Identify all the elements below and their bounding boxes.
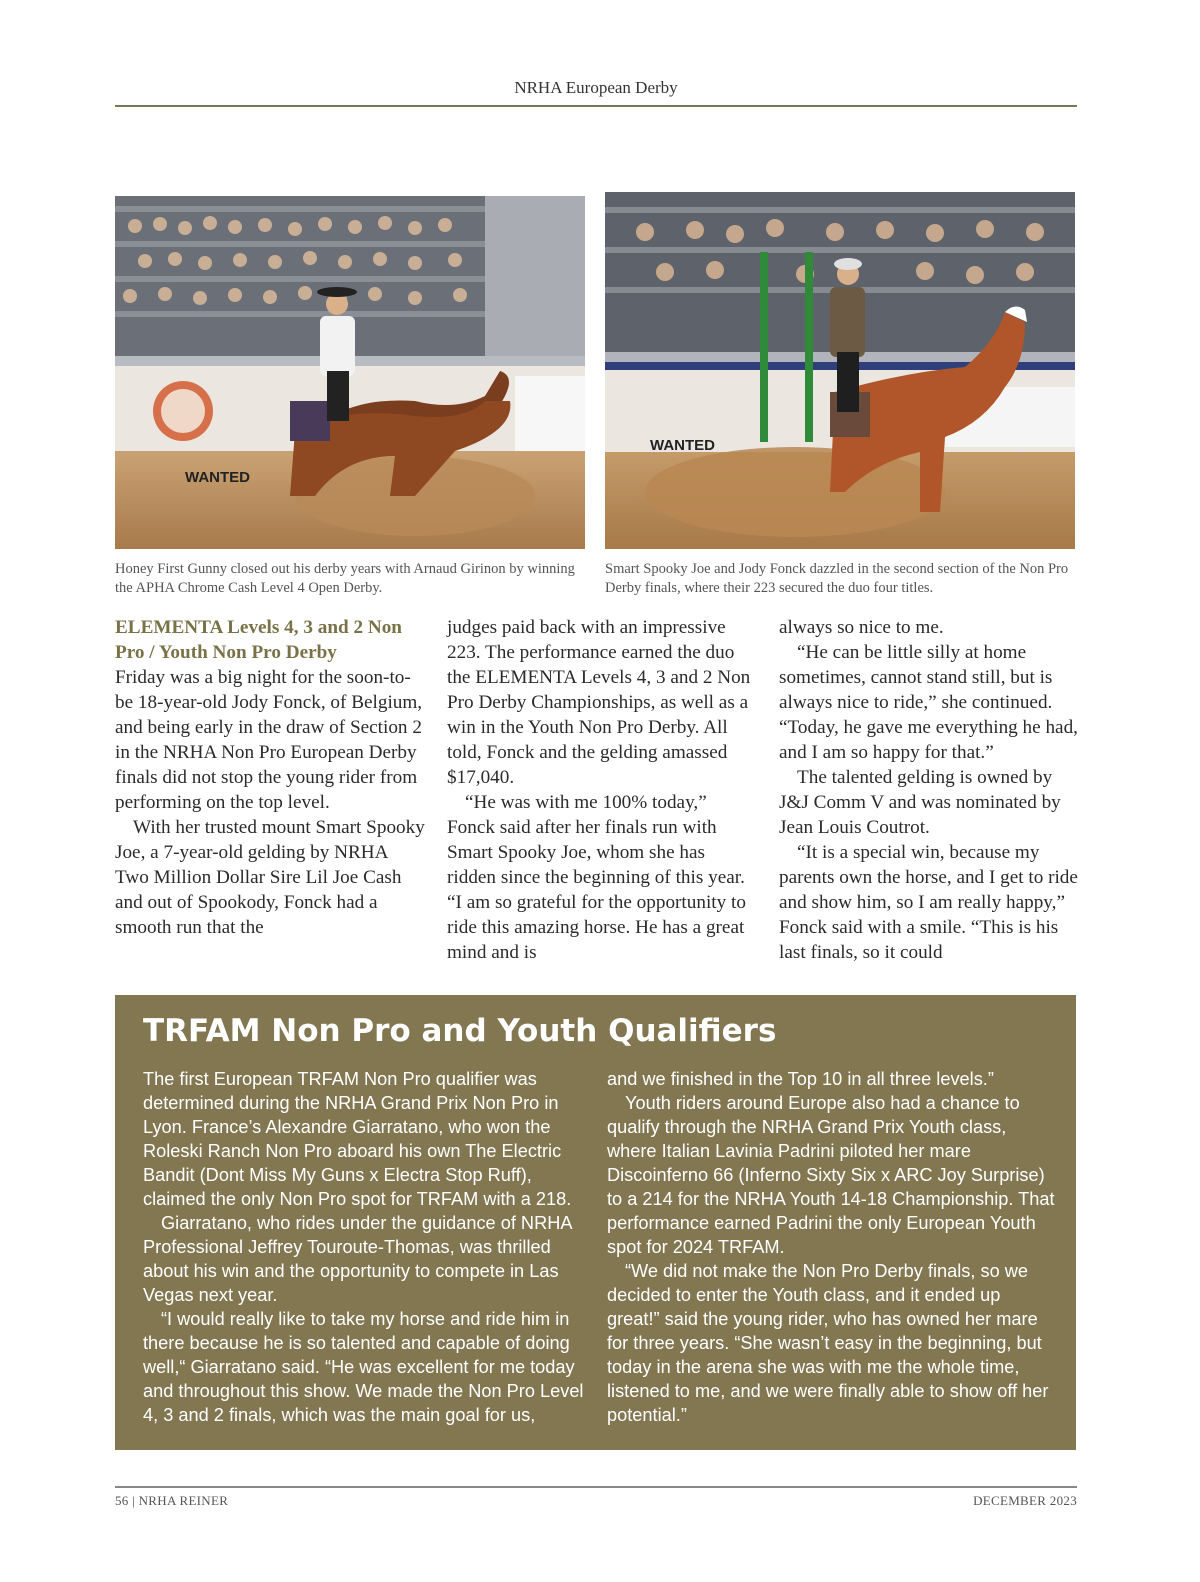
sidebar-column-2 [607,1067,1057,1427]
article-paragraph: “It is a special win, because my parents own the horse, and I get to ride and show him, so I am really happy,” Fonck said with a smile. “This is his last finals, so it could [779,842,1078,963]
article-paragraph: With her trusted mount Smart Spooky Joe, a 7-year-old gelding by NRHA Two Million Dollar Sire Lil Joe Cash and out of Spookody, Fonck had a smooth run that the [115,817,425,938]
article-paragraph: Friday was a big night for the soon-to-be 18-year-old Jody Fonck, of Belgium, and being early in the draw of Section 2 in the NRHA Non Pro European Derby finals did not stop the young rider from performing on the top level. [115,667,423,813]
sidebar-paragraph: “I would really like to take my horse and ride him in there because he is so talented and capable of doing well,“ Giarratano said. “He was excellent for me today and throughout this show. We made the Non Pro Level 4, 3 and 2 finals, which was the main goal for us, [143,1309,584,1425]
issue-date: DECEMBER 2023 [973,1493,1077,1508]
article-paragraph: judges paid back with an impressive 223. The performance earned the duo the ELEMENTA Levels 4, 3 and 2 Non Pro Derby Championships, as well as a win in the Youth Non Pro Derby. All told, Fonck and the gelding amassed $17,040. [447,617,751,788]
sidebar-title: TRFAM Non Pro and Youth Qualifiers [143,1013,777,1049]
article-paragraph: “He can be little silly at home sometimes, cannot stand still, but is always nice to ride,” she continued. “Today, he gave me everything he had, and I am so happy for that.” [779,642,1078,763]
article-column-3 [779,615,1079,965]
article-paragraph: “He was with me 100% today,” Fonck said after her finals run with Smart Spooky Joe, whom she has ridden since the beginning of this year. “I am so grateful for the opportunity to ride this amazing horse. He has a great mind and is [447,792,746,963]
article-paragraph: The talented gelding is owned by J&J Comm V and was nominated by Jean Louis Coutrot. [779,767,1061,838]
sidebar-paragraph: The first European TRFAM Non Pro qualifier was determined during the NRHA Grand Prix Non Pro in Lyon. France’s Alexandre Giarratano, who won the Roleski Ranch Non Pro aboard his own The Electric Bandit (Dont Miss My Guns x Electra Stop Ruff), claimed the only Non Pro spot for TRFAM with a 218. [143,1069,572,1209]
page-folio: 56 | NRHA REINER [115,1493,229,1508]
article-column-1 [115,615,425,940]
sidebar-paragraph: Giarratano, who rides under the guidance of NRHA Professional Jeffrey Touroute-Thomas, was thrilled about his win and the opportunity to compete in Las Vegas next year. [143,1213,572,1305]
photo-smart-spooky-joe [605,192,1075,549]
sidebar-paragraph: and we finished in the Top 10 in all three levels.” [607,1069,994,1089]
photo-caption: Honey First Gunny closed out his derby years with Arnaud Girinon by winning the APHA Chrome Cash Level 4 Open Derby. [115,561,575,596]
sidebar-paragraph: “We did not make the Non Pro Derby finals, so we decided to enter the Youth class, and it ended up great!” said the young rider, who has owned her mare for three years. “She wasn’t easy in the beginning, but today in the arena she was with me the whole time, listened to me, and we were finally able to show off her potential.” [607,1261,1049,1425]
wanted-sign: WANTED [185,469,250,486]
sidebar-column-1 [143,1067,593,1427]
rider-on-sliding-horse-photo [605,192,1075,549]
article-subhead: ELEMENTA Levels 4, 3 and 2 Non Pro / Youth Non Pro Derby [115,617,402,663]
rider-on-sliding-horse-photo [115,196,585,549]
running-head: NRHA European Derby [514,78,678,97]
footer-rule [115,1486,1077,1488]
sidebar-box [115,995,1076,1450]
article-column-2 [447,615,757,965]
sidebar-paragraph: Youth riders around Europe also had a chance to qualify through the NRHA Grand Prix Youth class, where Italian Lavinia Padrini piloted her mare Discoinferno 66 (Inferno Sixty Six x ARC Joy Surprise) to a 214 for the NRHA Youth 14-18 Championship. That performance earned Padrini the only European Youth spot for 2024 TRFAM. [607,1093,1055,1257]
header-rule [115,105,1077,107]
photo-honey-first-gunny [115,196,585,549]
photo-caption: Smart Spooky Joe and Jody Fonck dazzled in the second section of the Non Pro Derby finals, where their 223 secured the duo four titles. [605,561,1069,596]
article-paragraph: always so nice to me. [779,617,944,638]
wanted-sign: WANTED [650,437,715,454]
